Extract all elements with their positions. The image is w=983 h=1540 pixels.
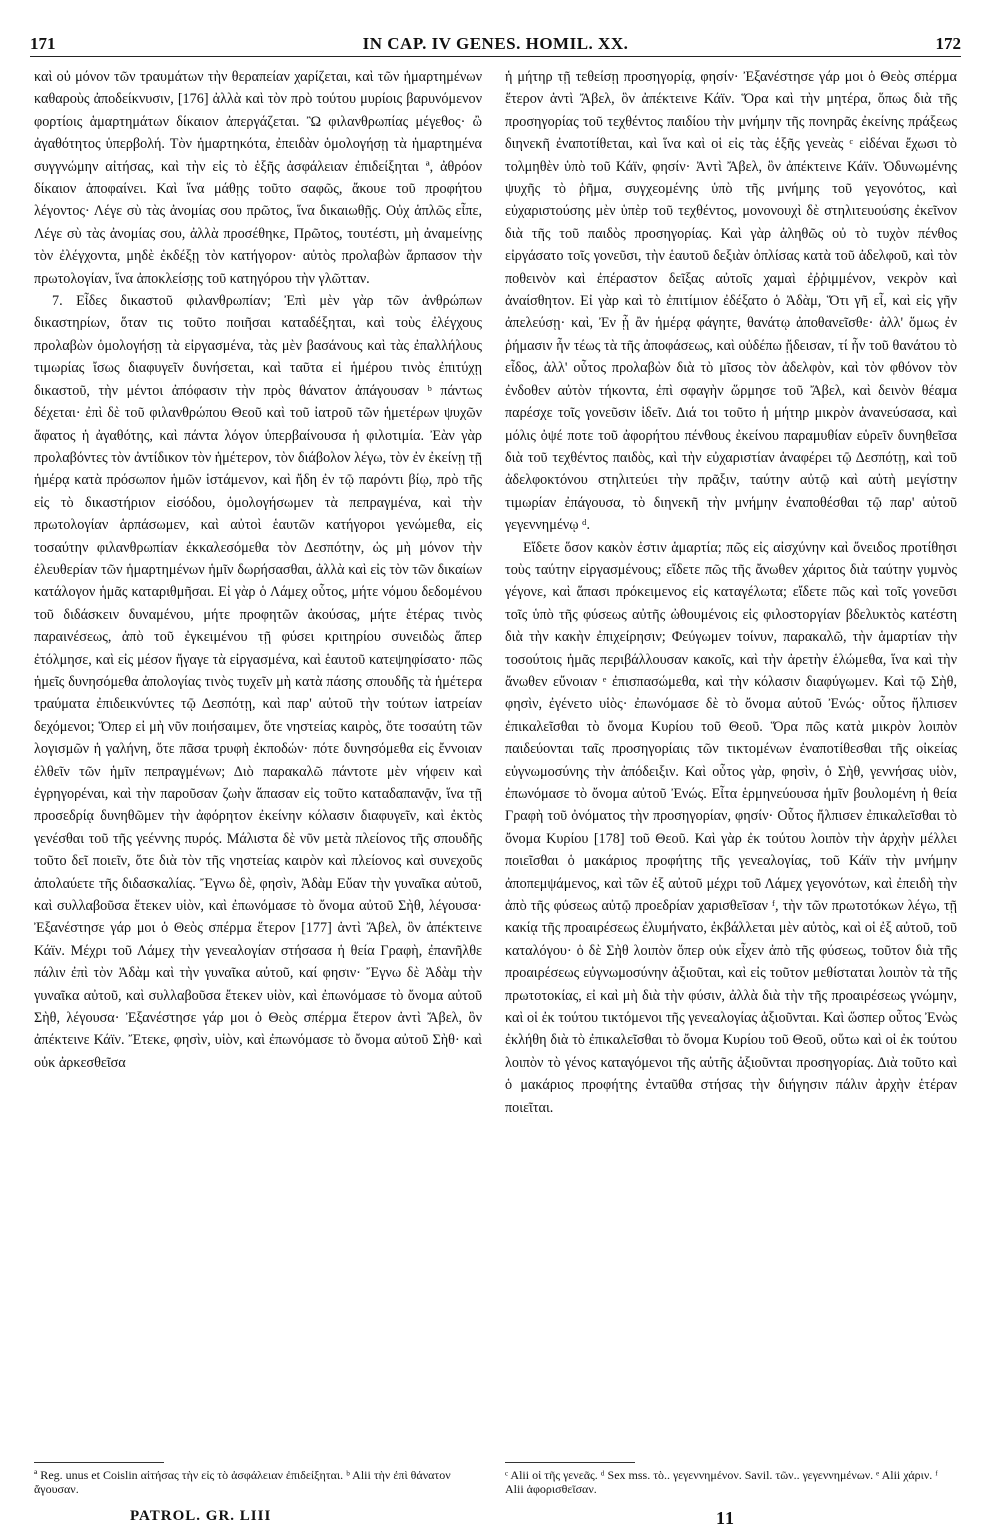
gathering-number: 11	[716, 1508, 736, 1528]
page-number-right: 172	[935, 34, 961, 53]
right-paragraph: Εἴδετε ὅσον κακὸν ἐστιν ἁμαρτία; πῶς εἰς αἰσχύνην καὶ ὄνειδος προτίθησι τοὺς ταύτην εἰργασμένους; εἴδετε πῶς τῆς ἄνωθεν χάριτος διὰ ταύτην γυμνὸς γέγονε, καὶ ἅπασι πρόκειμενος εἰς καταγέλωτα; εἴδετε πῶς καὶ τοῖς γονεῦσι τοῖς ὑπὸ τῆς φύσεως αὐτῆς ὠθουμένοις εἰς φιλοστοργίαν βδελυκτὸς κατέστη διὰ τὴν κακὴν ἐπιχείρησιν; Φεύγωμεν τοίνυν, παρακαλῶ, τὴν ἁμαρτίαν τὴν τοσούτοις ἡμᾶς περιβάλλουσαν κακοῖς, καὶ τὴν ἀρετὴν ἑλώμεθα, ἵνα καὶ τὴν ἄνωθεν εὔνοιαν ᵉ ἐπισπασώμεθα, καὶ τὴν κόλασιν διαφύγωμεν. Καὶ τῷ Σὴθ, φησὶν, ἐγένετο υἱὸς· ἐπωνόμασε δὲ τὸ ὄνομα αὐτοῦ Ἐνώς· οὗτος ἤλπισεν ἐπικαλεῖσθαι τὸ ὄνομα Κυρίου τοῦ Θεοῦ. Ὅρα πῶς κατὰ μικρὸν λοιπὸν παιδεύονται ταῖς προσηγορίαις τῶν τικτομένων ἐναποτίθεσθαι τῆς οἰκείας εὐγνωμοσύνης τὴν ἀπόδειξιν. Καὶ οὗτος γὰρ, φησὶν, ὁ Σὴθ, γεννήσας υἱὸν, ἐπωνόμασε τὸ ὄνομα αὐτοῦ Ἐνώς. Εἶτα ἑρμηνεύουσα ἡμῖν βουλομένη ἡ θεία Γραφὴ τοῦ ὀνόματος τὴν προσηγορίαν, φησίν· Οὗτος ἤλπισεν ἐπικαλεῖσθαι τὸ ὄνομα Κυρίου [178] τοῦ Θεοῦ. Καὶ γὰρ ἐκ τούτου λοιπὸν τὴν ἀρχὴν μέλλει ποιεῖσθαι ὁ μακάριος προφήτης τῆς γενεαλογίας, τοῦ Κάϊν τὴν μνήμην ἀποπεμψάμενος, καὶ τῶν ἐξ αὐτοῦ μέχρι τοῦ Λάμεχ γεγονότων, καὶ ἐπειδὴ τὴν ἀπὸ τῆς φύσεως αὐτῷ προεδρίαν χαρισθεῖσαν ᶠ, τὴν τῶν πρωτοτόκων λέγω, τῇ κακίᾳ τῆς προαιρέσεως ἐλυμήνατο, ἐκβάλλεται μὲν αὐτὸς, καὶ οἱ ἐξ αὐτοῦ, τοῦ καταλόγου· ὁ δὲ Σὴθ λοιπὸν ὅπερ οὐκ εἶχεν ἀπὸ τῆς φύσεως, τοῦτον διὰ τῆς προαιρέσεως εὐγνωμοσύνην ἀξιοῦται, καὶ εἰς τοῦτον μεθίσταται λοιπὸν τὰ τῆς πρωτοτοκίας, εἰ καὶ μὴ διὰ τὴν φύσιν, ἀλλὰ διὰ τὴν τῆς προαιρέσεως γνώμην, καὶ οἱ ἐκ τούτου τικτόμενοι τῆς γενεαλογίας ἀξιοῦνται. Καὶ ὥσπερ οὗτος Ἐνὼς ἐκλήθη διὰ τὸ ἐπικαλεῖσθαι τὸ ὄνομα Κυρίου τοῦ Θεοῦ, οὕτω καὶ οἱ ἐκ τούτου λοιπὸν τὸ γένος καταγόμενοι τῆς αὐτῆς ἀξιοῦνται προσηγορίας. Διὰ τοῦτο καὶ ὁ μακάριος προφήτης ἐνταῦθα στήσας τὴν διήγησιν πάλιν ἀρχὴν ἑτέραν ποιεῖται.	[505, 539, 957, 1116]
page-number-left: 171	[30, 34, 56, 53]
right-column	[505, 66, 957, 1119]
running-title: IN CAP. IV GENES. HOMIL. XX.	[362, 34, 629, 53]
right-paragraph: ἡ μήτηρ τῇ τεθείσῃ προσηγορίᾳ, φησίν· Ἐξανέστησε γάρ μοι ὁ Θεὸς σπέρμα ἕτερον ἀντὶ Ἄβελ, ὃν ἀπέκτεινε Κάϊν. Ὅρα καὶ τὴν μητέρα, ὅπως διὰ τῆς προσηγορίας τοῦ τεχθέντος παιδίου τὴν μνήμην τῆς πονηρᾶς ἐκείνης πράξεως διηνεκῆ ἐναποτίθεται, καὶ ἵνα καὶ οἱ εἰς τὰς ἑξῆς γενεὰς ᶜ εἰδέναι ἔχωσι τὸ τολμηθὲν ὑπὸ τοῦ Κάϊν, φησίν· Ἀντὶ Ἄβελ, ὃν ἀπέκτεινε Κάϊν. Ὀδυνωμένης ψυχῆς τὸ ῥῆμα, συγχεομένης ὑπὸ τῆς μνήμης τοῦ γεγονότος, καὶ εὐχαριστούσης μὲν ὑπὲρ τοῦ τεχθέντος, μονονουχὶ δὲ στηλιτευούσης ἐκεῖνον διὰ τῆς τοῦ παιδὸς προσηγορίας. Καὶ γὰρ ἀληθῶς οὐ τὸ τυχὸν πένθος εἰργάσατο τοῖς γονεῦσι, τὴν ἑαυτοῦ δεξιὰν ὁπλίσας κατὰ τοῦ ἀδελφοῦ, καὶ τὸν ποθεινὸν καὶ ἐπέραστον δεῖξας αὐτοῖς χαμαὶ ἐῤῥιμμένον, νεκρὸν καὶ ἀναίσθητον. Εἰ γὰρ καὶ τὸ ἐπιτίμιον ἐδέξατο ὁ Ἀδὰμ, Ὅτι γῆ εἶ, καὶ εἰς γῆν ἀπελεύσῃ· καὶ, Ἐν ᾗ ἂν ἡμέρᾳ φάγητε, θανάτῳ ἀποθανεῖσθε· ἀλλ' ὅμως ἐν ῥήμασιν ἦν τέως τὰ τῆς ἀποφάσεως, καὶ οὐδέπω ᾔδεισαν, τί ἦν τοῦ θανάτου τὸ εἶδος, ἀλλ' οὗτος προλαβὼν διὰ τὸ μῖσος τὸν ἀδελφὸν, καὶ τὸν φθόνον τὸν ἐνδοθεν αὐτὸν τήκοντα, ἐπὶ σφαγὴν ὥρμησε τοῦ Ἄβελ, καὶ δεινὸν θέαμα παρέσχε τοῖς γονεῦσιν ἰδεῖν. Διά τοι τοῦτο ἡ μήτηρ μικρὸν ἀνανεύσασα, καὶ μόλις ὀψέ ποτε τοῦ ἀφορήτου πένθους ἐκείνου παραμυθίαν εὑρεῖν δυνηθεῖσα διὰ τοῦ τεχθέντος παιδὸς, καὶ τὴν εὐχαριστίαν ἀναφέρει τῷ Δεσπότῃ, καὶ τοῦ ἀδελφοκτόνου στηλιτεύει τὴν πρᾶξιν, ταύτην αὐτῷ καὶ αὐτὴ μεγίστην τιμωρίαν ἐπάγουσα, τὸ διηνεκῆ τὴν μνήμην ἐναποθέσθαι τῷ παρ' αὐτοῦ γεγεννημένῳ ᵈ.	[505, 69, 957, 534]
running-header	[30, 30, 961, 56]
footnotes-right: ᶜ Alii οἱ τῆς γενεᾶς. ᵈ Sex mss. τὸ.. γεγεννημένον. Savil. τῶν.. γεγεννημένων. ᵉ Alii χάριν. ᶠ Alii ἀφορισθεῖσαν.	[505, 1468, 938, 1496]
left-paragraph: 7. Εἶδες δικαστοῦ φιλανθρωπίαν; Ἐπὶ μὲν γὰρ τῶν ἀνθρώπων δικαστηρίων, ὅταν τις τοῦτο ποιῆσαι καταδέξηται, καὶ τοὺς ἐλέγχους προλαβὼν ὁμολογήσῃ τὰ εἰργασμένα, τὰς μὲν βασάνους καὶ τὰς ἐπαλλήλους τιμωρίας ἴσως διαφυγεῖν δυνήσεται, καὶ ταῦτα εἰ ἡμέρου τινὸς ἐπιτύχῃ δικαστοῦ, τὴν μέντοι ἀπόφασιν τὴν πρὸς θάνατον ἀπάγουσαν ᵇ πάντως δέχεται· ἐπὶ δὲ τοῦ φιλανθρώπου Θεοῦ καὶ τοῦ ἰατροῦ τῶν ἡμετέρων ψυχῶν ἄφατος ἡ ἀγαθότης, καὶ πάντα λόγον ὑπερβαίνουσα ἡ φιλοτιμία. Ἐὰν γὰρ προλαβόντες τὸν ἀντίδικον τὸν ἡμέτερον, τὸν διάβολον λέγω, τὸν ἐν ἐκείνῃ τῇ ἡμέρᾳ κατὰ πρόσωπον ἡμῶν ἱστάμενον, καὶ ἤδη ἐν τῷ παρόντι βίῳ, πρὸ τῆς εἰς τὸ δικαστήριον εἰσόδου, ὁμολογήσωμεν τὰ πεπραγμένα, καὶ τὴν πρωτολογίαν ἁρπάσωμεν, καὶ αὐτοὶ ἑαυτῶν κατήγοροι γενώμεθα, εἰς τοσαύτην φιλανθρωπίαν ἐκκαλεσόμεθα τὸν Δεσπότην, ὡς μὴ μόνον τὴν ἐλευθερίαν τῶν ἡμαρτημένων ἡμῖν δωρήσασθαι, ἀλλὰ καὶ εἰς τὸν τῶν δικαίων κατάλογον ἡμᾶς καταριθμῆσαι. Εἰ γὰρ ὁ Λάμεχ οὗτος, μήτε νόμου δεδομένου τοῦ διδάσκειν δυναμένου, μήτε προφητῶν ἀκούσας, μήτε ἑτέρας τινὸς παραινέσεως, ἀπὸ τοῦ ἐγκειμένου τῇ φύσει κριτηρίου συνειδὼς ἅπερ ἐτόλμησε, καὶ εἰς μέσον ἤγαγε τὰ εἰργασμένα, καὶ ἑαυτοῦ κατεψηφίσατο· πῶς ἡμεῖς δυνησόμεθα ἀπολογίας τινὸς τυχεῖν μὴ κατὰ πάσης σπουδῆς τὰ ἡμέτερα τραύματα ἐπιδεικνύντες τῷ Δεσπότῃ, καὶ παρ' αὐτοῦ τὴν τούτων ἰατρείαν δεχόμενοι; Ὅπερ εἰ μὴ νῦν ποιήσαιμεν, ὅτε νηστείας καιρὸς, ὅτε τοσαύτη τῶν λογισμῶν ἡ γαλήνη, ὅτε πᾶσα τρυφὴ ἐκποδών· πότε δυνησόμεθα εἰς ἔννοιαν ἐλθεῖν τῶν ἡμῖν πεπραγμένων; Διὸ παρακαλῶ πάντοτε μὲν νήφειν καὶ ἐγρηγορέναι, καὶ τὴν παροῦσαν ζωὴν ἅπασαν εἰς τοῦτο καταδαπανᾷν, ἵνα τῇ προσεδρίᾳ δυνηθῶμεν τὴν ἀφόρητον ἐκείνην κόλασιν διαφυγεῖν, καὶ ἐκτὸς γενέσθαι τοῦ τῆς γεέννης πυρός. Μάλιστα δὲ νῦν μετὰ πλείονος τῆς σπουδῆς τοῦτο δεῖ ποιεῖν, ὅτε διὰ τὸν τῆς νηστείας καιρὸν καὶ πλείονος καὶ συνεχοῦς ἀπολαύετε τῆς διδασκαλίας. Ἔγνω δὲ, φησὶν, Ἀδὰμ Εὔαν τὴν γυναῖκα αὐτοῦ, καὶ συλλαβοῦσα ἔτεκεν υἱὸν, καὶ ἐπωνόμασε τὸ ὄνομα αὐτοῦ Σὴθ, λέγουσα· Ἐξανέστησε γάρ μοι ὁ Θεὸς σπέρμα ἕτερον [177] ἀντὶ Ἄβελ, ὃν ἀπέκτεινε Κάϊν. Μέχρι τοῦ Λάμεχ τὴν γενεαλογίαν στήσασα ἡ θεία Γραφὴ, ἐπανῆλθε πάλιν ἐπὶ τὸν Ἀδὰμ καὶ τὴν γυναῖκα αὐτοῦ, καί φησιν· Ἔγνω δὲ Ἀδὰμ τὴν γυναῖκα αὐτοῦ, καὶ συλλαβοῦσα ἔτεκεν υἱὸν, καὶ ἐπωνόμασε τὸ ὄνομα αὐτοῦ Σὴθ, λέγουσα· Ἐξανέστησε γάρ μοι ὁ Θεὸς σπέρμα ἕτερον ἀντὶ Ἄβελ, ὃν ἀπέκτεινε Κάϊν. Ἔτεκε, φησὶν, υἱὸν, καὶ ἐπωνόμασε τὸ ὄνομα αὐτοῦ Σὴθ· καὶ οὐκ ἀρκεσθεῖσα	[34, 293, 482, 1071]
header-rule	[30, 56, 961, 57]
left-column	[34, 66, 482, 1074]
left-paragraph: καὶ οὐ μόνον τῶν τραυμάτων τὴν θεραπείαν χαρίζεται, καὶ τῶν ἡμαρτημένων καθαροὺς ἀποδείκνυσιν, [176] ἀλλὰ καὶ τὸν πρὸ τούτου μυρίοις βαρυνόμενον φορτίοις ἁμαρτημάτων δίκαιον ἀπεργάζεται. Ὢ φιλανθρωπίας μέγεθος· ὢ ἀγαθότητος ὑπερβολή. Τὸν ἡμαρτηκότα, ἐπειδὰν ὁμολογήσῃ τὰ ἡμαρτημένα συγγνώμην αἰτήσας, καὶ τὴν εἰς τὸ ἑξῆς ἀσφάλειαν ἐπιδείξηται ª, ἀθρόον δίκαιον ἀποφαίνει. Καὶ ἵνα μάθῃς τοῦτο σαφῶς, ἄκουε τοῦ προφήτου λέγοντος· Λέγε σὺ τὰς ἀνομίας σου πρῶτος, ἵνα δικαιωθῇς. Οὐχ ἁπλῶς εἶπε, Λέγε σὺ τὰς ἀνομίας σου, ἀλλὰ προσέθηκε, Πρῶτος, τουτέστι, μὴ ἀναμείνῃς τὸν ἐλέγχοντα, μηδὲ ἐκδέξῃ τὸν κατήγορον· αὐτὸς προλαβὼν ἅρπασον τὴν πρωτολογίαν, ἵνα ἀποκλείσῃς τοῦ κατηγόρου τὴν γλῶτταν.	[34, 69, 482, 287]
footnotes-left: ª Reg. unus et Coislin αἰτήσας τὴν εἰς τὸ ἀσφάλειαν ἐπιδείξηται. ᵇ Alii τὴν ἐπὶ θάνατον ἄγουσαν.	[34, 1468, 451, 1496]
footnote-rule-right	[505, 1462, 635, 1463]
footnote-rule-left	[34, 1462, 164, 1463]
printer-signature: PATROL. GR. LIII	[130, 1508, 272, 1524]
